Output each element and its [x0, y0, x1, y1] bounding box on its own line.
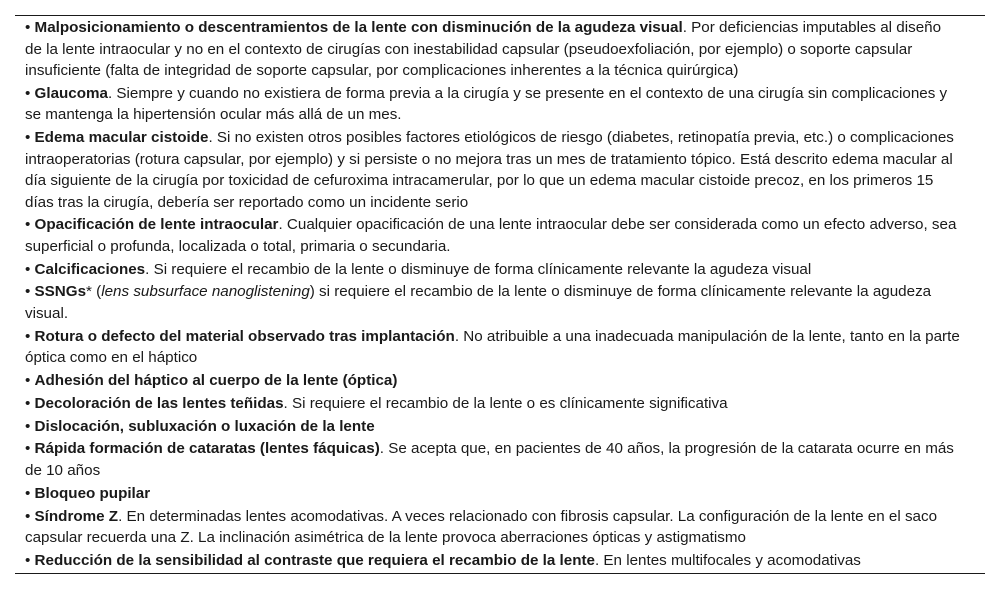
bullet: • [25, 484, 35, 502]
bullet: • [25, 551, 35, 569]
entry-title: SSNGs [34, 283, 87, 301]
entry-title: Adhesión del háptico al cuerpo de la lente (óptica) [34, 372, 398, 390]
list-item [25, 83, 960, 126]
bullet: • [25, 372, 35, 390]
entry-text: . Si requiere el recambio de la lente o es clínicamente significativa [283, 394, 728, 412]
entry-title: Glaucoma [34, 84, 108, 102]
list-item [25, 370, 960, 392]
list-item [25, 281, 960, 324]
bullet: • [25, 417, 35, 435]
list-item [25, 214, 960, 257]
table-top-rule [15, 15, 985, 16]
bullet: • [25, 440, 35, 458]
entry-text: . Si requiere el recambio de la lente o disminuye de forma clínicamente relevante la agudeza visual [145, 260, 812, 278]
entry-title: Reducción de la sensibilidad al contraste que requiera el recambio de la lente [34, 551, 595, 569]
entry-title: Dislocación, subluxación o luxación de la lente [34, 417, 375, 435]
list-item [25, 438, 960, 481]
entry-text: . En lentes multifocales y acomodativas [594, 551, 861, 569]
list-item [25, 259, 960, 281]
list-item [25, 506, 960, 549]
bullet: • [25, 129, 35, 147]
entry-prefix: * ( [86, 283, 102, 301]
bullet: • [25, 507, 35, 525]
list-item [25, 483, 960, 505]
entry-italic-term: lens subsurface nanoglistening [101, 283, 310, 301]
bullet: • [25, 19, 35, 36]
entry-title: Decoloración de las lentes teñidas [34, 394, 284, 412]
list-item [25, 393, 960, 415]
entry-text: . En determinadas lentes acomodativas. A veces relacionado con fibrosis capsular. La configuración de la lente en el saco capsular recuerda una Z. La inclinación asimétrica de la lente provoca aberraciones ópticas y astigmatismo [25, 507, 938, 547]
bullet: • [25, 394, 35, 412]
list-item [25, 416, 960, 438]
entry-title: Calcificaciones [34, 260, 146, 278]
entry-text: ) si requiere el recambio de la lente o disminuye de forma clínicamente relevante la agudeza visual. [25, 283, 932, 322]
entry-title: Rápida formación de cataratas (lentes fáquicas) [34, 440, 380, 458]
entry-text: . Se acepta que, en pacientes de 40 años, la progresión de la catarata ocurre en más de 10 años [25, 440, 954, 479]
bullet: • [25, 216, 35, 234]
bullet: • [25, 327, 35, 345]
entry-text: . Si no existen otros posibles factores etiológicos de riesgo (diabetes, retinopatía previa, etc.) o complicaciones intraoperatorias (rotura capsular, por ejemplo) y si persiste o no mejora tras un mes de tratamiento tópico. Está descrito edema macular al día siguiente de la cirugía por toxicidad de cefuroxima intracamerular, por lo que un edema macular cistoide precoz, en los primeros 15 días tras la cirugía, debería ser reportado como un incidente serio [25, 129, 954, 211]
entry-text: . Por deficiencias imputables al diseño de la lente intraocular y no en el contexto de cirugías con inestabilidad capsular (pseudoexfoliación, por ejemplo) o soporte capsular insuficiente (falta de integridad de soporte capsular, por complicaciones inherentes a la técnica quirúrgica) [25, 19, 942, 79]
bullet: • [25, 84, 35, 102]
list-item [25, 17, 960, 82]
entry-title: Rotura o defecto del material observado tras implantación [34, 327, 455, 345]
entry-text: . Cualquier opacificación de una lente intraocular debe ser considerada como un efecto adverso, sea superficial o profunda, localizada o total, primaria o secundaria. [25, 216, 957, 255]
list-item [25, 326, 960, 369]
table-bottom-rule [15, 573, 985, 574]
bullet: • [25, 283, 35, 301]
entry-title: Opacificación de lente intraocular [34, 216, 279, 234]
bullet: • [25, 260, 35, 278]
list-item [25, 127, 960, 213]
entry-title: Malposicionamiento o descentramientos de la lente con disminución de la agudeza visual [34, 19, 683, 36]
entry-text: . Siempre y cuando no existiera de forma previa a la cirugía y se presente en el contexto de una cirugía sin complicaciones y se mantenga la hipertensión ocular más allá de un mes. [25, 84, 948, 124]
entry-title: Edema macular cistoide [34, 129, 209, 147]
entry-title: Síndrome Z [34, 507, 119, 525]
entry-text: . No atribuible a una inadecuada manipulación de la lente, tanto en la parte óptica como en el háptico [25, 327, 960, 367]
list-item [25, 550, 960, 572]
adverse-events-list [25, 17, 960, 573]
entry-title: Bloqueo pupilar [34, 484, 151, 502]
